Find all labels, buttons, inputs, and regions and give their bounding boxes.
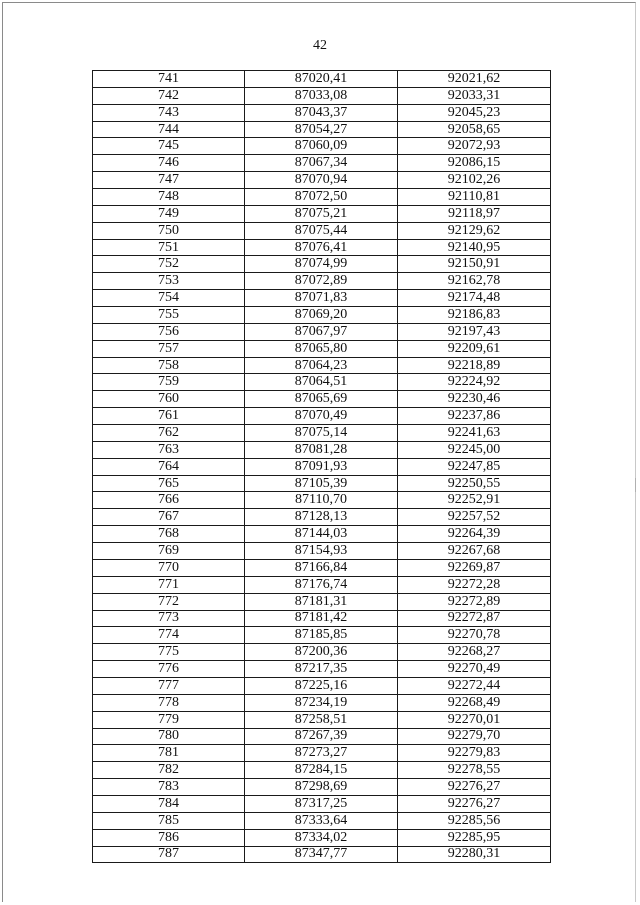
point-number-cell: 774 — [93, 627, 245, 644]
y-coordinate-cell: 92129,62 — [398, 222, 551, 239]
table-row — [93, 526, 551, 543]
x-coordinate-cell: 87054,27 — [245, 121, 398, 138]
point-number-cell: 759 — [93, 374, 245, 391]
y-coordinate-cell: 92058,65 — [398, 121, 551, 138]
point-number-cell: 756 — [93, 323, 245, 340]
table-row — [93, 509, 551, 526]
x-coordinate-cell: 87020,41 — [245, 71, 398, 88]
y-coordinate-cell: 92268,49 — [398, 694, 551, 711]
point-number-cell: 782 — [93, 762, 245, 779]
point-number-cell: 787 — [93, 846, 245, 863]
y-coordinate-cell: 92197,43 — [398, 323, 551, 340]
x-coordinate-cell: 87070,49 — [245, 408, 398, 425]
x-coordinate-cell: 87033,08 — [245, 87, 398, 104]
point-number-cell: 784 — [93, 795, 245, 812]
x-coordinate-cell: 87064,51 — [245, 374, 398, 391]
y-coordinate-cell: 92267,68 — [398, 543, 551, 560]
y-coordinate-cell: 92268,27 — [398, 644, 551, 661]
table-row — [93, 172, 551, 189]
table-row — [93, 104, 551, 121]
point-number-cell: 750 — [93, 222, 245, 239]
y-coordinate-cell: 92140,95 — [398, 239, 551, 256]
table-row — [93, 138, 551, 155]
table-row — [93, 644, 551, 661]
coordinates-table — [92, 70, 551, 863]
table-row — [93, 762, 551, 779]
point-number-cell: 745 — [93, 138, 245, 155]
x-coordinate-cell: 87154,93 — [245, 543, 398, 560]
y-coordinate-cell: 92272,87 — [398, 610, 551, 627]
table-row — [93, 846, 551, 863]
table-row — [93, 711, 551, 728]
y-coordinate-cell: 92272,89 — [398, 593, 551, 610]
point-number-cell: 767 — [93, 509, 245, 526]
y-coordinate-cell: 92245,00 — [398, 441, 551, 458]
x-coordinate-cell: 87298,69 — [245, 779, 398, 796]
point-number-cell: 779 — [93, 711, 245, 728]
y-coordinate-cell: 92270,01 — [398, 711, 551, 728]
x-coordinate-cell: 87181,31 — [245, 593, 398, 610]
y-coordinate-cell: 92162,78 — [398, 273, 551, 290]
point-number-cell: 762 — [93, 425, 245, 442]
table-row — [93, 239, 551, 256]
x-coordinate-cell: 87067,97 — [245, 323, 398, 340]
x-coordinate-cell: 87225,16 — [245, 677, 398, 694]
table-row — [93, 222, 551, 239]
x-coordinate-cell: 87284,15 — [245, 762, 398, 779]
point-number-cell: 754 — [93, 290, 245, 307]
point-number-cell: 751 — [93, 239, 245, 256]
table-row — [93, 205, 551, 222]
x-coordinate-cell: 87217,35 — [245, 661, 398, 678]
x-coordinate-cell: 87091,93 — [245, 458, 398, 475]
x-coordinate-cell: 87166,84 — [245, 559, 398, 576]
table-row — [93, 290, 551, 307]
y-coordinate-cell: 92280,31 — [398, 846, 551, 863]
x-coordinate-cell: 87072,89 — [245, 273, 398, 290]
y-coordinate-cell: 92224,92 — [398, 374, 551, 391]
point-number-cell: 769 — [93, 543, 245, 560]
x-coordinate-cell: 87267,39 — [245, 728, 398, 745]
scan-edge-mark — [635, 478, 636, 492]
x-coordinate-cell: 87075,14 — [245, 425, 398, 442]
point-number-cell: 748 — [93, 189, 245, 206]
y-coordinate-cell: 92269,87 — [398, 559, 551, 576]
x-coordinate-cell: 87234,19 — [245, 694, 398, 711]
point-number-cell: 777 — [93, 677, 245, 694]
y-coordinate-cell: 92247,85 — [398, 458, 551, 475]
point-number-cell: 785 — [93, 812, 245, 829]
point-number-cell: 783 — [93, 779, 245, 796]
x-coordinate-cell: 87347,77 — [245, 846, 398, 863]
x-coordinate-cell: 87065,69 — [245, 391, 398, 408]
point-number-cell: 765 — [93, 475, 245, 492]
x-coordinate-cell: 87273,27 — [245, 745, 398, 762]
table-row — [93, 795, 551, 812]
table-row — [93, 273, 551, 290]
y-coordinate-cell: 92250,55 — [398, 475, 551, 492]
point-number-cell: 761 — [93, 408, 245, 425]
table-row — [93, 694, 551, 711]
x-coordinate-cell: 87075,21 — [245, 205, 398, 222]
x-coordinate-cell: 87075,44 — [245, 222, 398, 239]
y-coordinate-cell: 92033,31 — [398, 87, 551, 104]
y-coordinate-cell: 92118,97 — [398, 205, 551, 222]
point-number-cell: 771 — [93, 576, 245, 593]
point-number-cell: 758 — [93, 357, 245, 374]
table-row — [93, 677, 551, 694]
point-number-cell: 775 — [93, 644, 245, 661]
y-coordinate-cell: 92278,55 — [398, 762, 551, 779]
y-coordinate-cell: 92252,91 — [398, 492, 551, 509]
x-coordinate-cell: 87071,83 — [245, 290, 398, 307]
table-row — [93, 661, 551, 678]
x-coordinate-cell: 87067,34 — [245, 155, 398, 172]
point-number-cell: 760 — [93, 391, 245, 408]
y-coordinate-cell: 92086,15 — [398, 155, 551, 172]
table-row — [93, 323, 551, 340]
y-coordinate-cell: 92021,62 — [398, 71, 551, 88]
point-number-cell: 772 — [93, 593, 245, 610]
table-row — [93, 829, 551, 846]
table-row — [93, 307, 551, 324]
table-row — [93, 728, 551, 745]
point-number-cell: 770 — [93, 559, 245, 576]
x-coordinate-cell: 87258,51 — [245, 711, 398, 728]
table-row — [93, 189, 551, 206]
point-number-cell: 773 — [93, 610, 245, 627]
y-coordinate-cell: 92072,93 — [398, 138, 551, 155]
x-coordinate-cell: 87334,02 — [245, 829, 398, 846]
point-number-cell: 749 — [93, 205, 245, 222]
x-coordinate-cell: 87176,74 — [245, 576, 398, 593]
y-coordinate-cell: 92270,49 — [398, 661, 551, 678]
x-coordinate-cell: 87333,64 — [245, 812, 398, 829]
table-row — [93, 391, 551, 408]
table-row — [93, 87, 551, 104]
table-row — [93, 155, 551, 172]
x-coordinate-cell: 87110,70 — [245, 492, 398, 509]
y-coordinate-cell: 92241,63 — [398, 425, 551, 442]
y-coordinate-cell: 92174,48 — [398, 290, 551, 307]
x-coordinate-cell: 87072,50 — [245, 189, 398, 206]
table-row — [93, 425, 551, 442]
y-coordinate-cell: 92279,83 — [398, 745, 551, 762]
y-coordinate-cell: 92270,78 — [398, 627, 551, 644]
x-coordinate-cell: 87317,25 — [245, 795, 398, 812]
table-row — [93, 374, 551, 391]
point-number-cell: 763 — [93, 441, 245, 458]
y-coordinate-cell: 92276,27 — [398, 795, 551, 812]
page-number: 42 — [313, 38, 327, 53]
x-coordinate-cell: 87181,42 — [245, 610, 398, 627]
y-coordinate-cell: 92230,46 — [398, 391, 551, 408]
y-coordinate-cell: 92209,61 — [398, 340, 551, 357]
point-number-cell: 743 — [93, 104, 245, 121]
table-row — [93, 71, 551, 88]
x-coordinate-cell: 87064,23 — [245, 357, 398, 374]
table-row — [93, 408, 551, 425]
x-coordinate-cell: 87070,94 — [245, 172, 398, 189]
x-coordinate-cell: 87144,03 — [245, 526, 398, 543]
table-row — [93, 576, 551, 593]
y-coordinate-cell: 92045,23 — [398, 104, 551, 121]
point-number-cell: 746 — [93, 155, 245, 172]
x-coordinate-cell: 87074,99 — [245, 256, 398, 273]
x-coordinate-cell: 87043,37 — [245, 104, 398, 121]
y-coordinate-cell: 92110,81 — [398, 189, 551, 206]
table-row — [93, 559, 551, 576]
x-coordinate-cell: 87060,09 — [245, 138, 398, 155]
x-coordinate-cell: 87128,13 — [245, 509, 398, 526]
point-number-cell: 768 — [93, 526, 245, 543]
point-number-cell: 755 — [93, 307, 245, 324]
table-row — [93, 256, 551, 273]
point-number-cell: 766 — [93, 492, 245, 509]
x-coordinate-cell: 87069,20 — [245, 307, 398, 324]
table-row — [93, 357, 551, 374]
y-coordinate-cell: 92285,95 — [398, 829, 551, 846]
y-coordinate-cell: 92264,39 — [398, 526, 551, 543]
table-row — [93, 610, 551, 627]
point-number-cell: 781 — [93, 745, 245, 762]
x-coordinate-cell: 87185,85 — [245, 627, 398, 644]
y-coordinate-cell: 92102,26 — [398, 172, 551, 189]
table-row — [93, 121, 551, 138]
y-coordinate-cell: 92279,70 — [398, 728, 551, 745]
point-number-cell: 757 — [93, 340, 245, 357]
table-row — [93, 475, 551, 492]
table-row — [93, 492, 551, 509]
y-coordinate-cell: 92218,89 — [398, 357, 551, 374]
point-number-cell: 780 — [93, 728, 245, 745]
table-row — [93, 458, 551, 475]
coordinates-table-body — [93, 71, 551, 863]
table-row — [93, 593, 551, 610]
point-number-cell: 752 — [93, 256, 245, 273]
point-number-cell: 753 — [93, 273, 245, 290]
table-row — [93, 543, 551, 560]
y-coordinate-cell: 92237,86 — [398, 408, 551, 425]
table-row — [93, 340, 551, 357]
y-coordinate-cell: 92150,91 — [398, 256, 551, 273]
x-coordinate-cell: 87081,28 — [245, 441, 398, 458]
table-row — [93, 745, 551, 762]
x-coordinate-cell: 87076,41 — [245, 239, 398, 256]
point-number-cell: 764 — [93, 458, 245, 475]
point-number-cell: 776 — [93, 661, 245, 678]
y-coordinate-cell: 92272,44 — [398, 677, 551, 694]
point-number-cell: 778 — [93, 694, 245, 711]
y-coordinate-cell: 92186,83 — [398, 307, 551, 324]
point-number-cell: 744 — [93, 121, 245, 138]
x-coordinate-cell: 87105,39 — [245, 475, 398, 492]
y-coordinate-cell: 92276,27 — [398, 779, 551, 796]
y-coordinate-cell: 92272,28 — [398, 576, 551, 593]
point-number-cell: 741 — [93, 71, 245, 88]
table-row — [93, 441, 551, 458]
point-number-cell: 742 — [93, 87, 245, 104]
x-coordinate-cell: 87200,36 — [245, 644, 398, 661]
x-coordinate-cell: 87065,80 — [245, 340, 398, 357]
y-coordinate-cell: 92257,52 — [398, 509, 551, 526]
point-number-cell: 747 — [93, 172, 245, 189]
table-row — [93, 627, 551, 644]
table-row — [93, 779, 551, 796]
y-coordinate-cell: 92285,56 — [398, 812, 551, 829]
point-number-cell: 786 — [93, 829, 245, 846]
table-row — [93, 812, 551, 829]
